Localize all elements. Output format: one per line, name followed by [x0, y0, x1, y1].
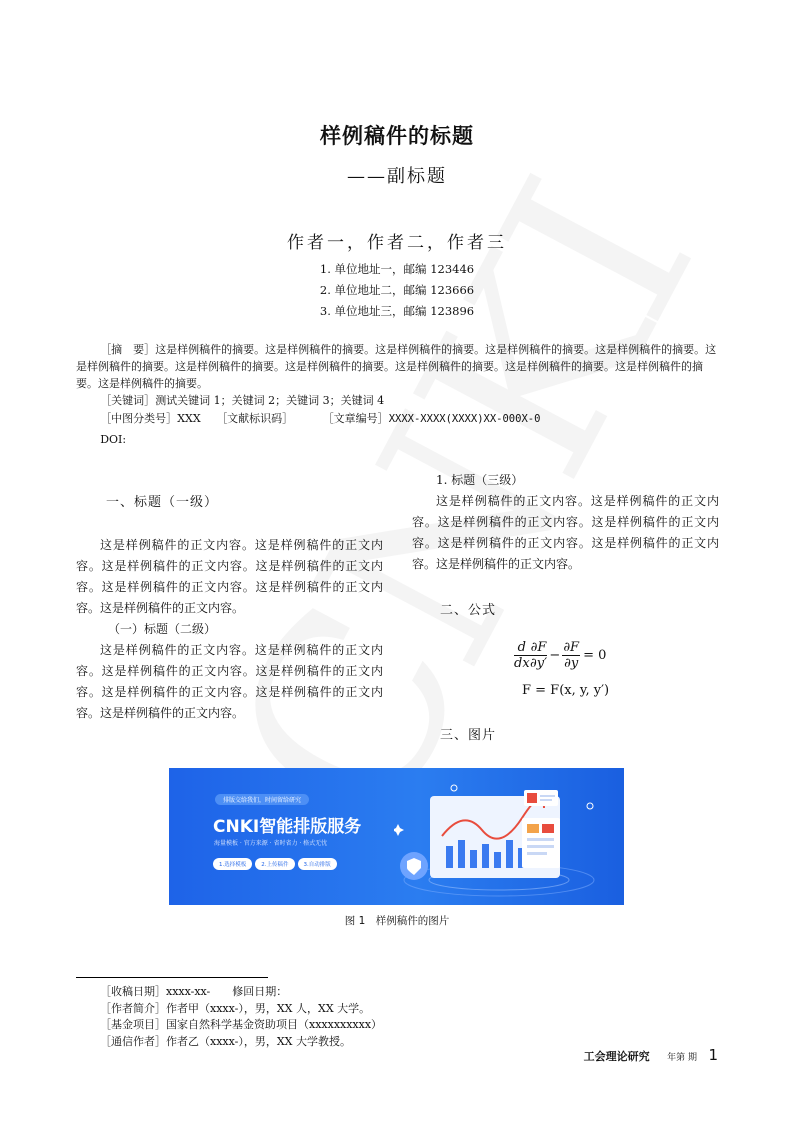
cnki-banner-image: [169, 768, 624, 905]
left-column: [76, 470, 383, 724]
affiliation-list: [0, 259, 794, 322]
heading-level3: 1. 标题（三级）: [436, 473, 524, 487]
journal-name: 工会理论研究: [583, 1050, 650, 1063]
footnote-item: [100, 1034, 382, 1051]
doi-line: DOI:: [100, 433, 127, 446]
banner-step: 2.上传稿件: [255, 858, 294, 870]
footnote-label: ［基金项目］: [100, 1018, 166, 1031]
running-footer: [584, 1046, 718, 1064]
affiliation-item: 2. 单位地址二，邮编 123666: [319, 283, 475, 297]
affiliation-item: 1. 单位地址一，邮编 123446: [319, 262, 475, 276]
denominator: dx: [514, 656, 530, 671]
footnote-divider: [76, 977, 268, 978]
denominator: ∂y: [564, 656, 579, 671]
footnote-label: ［通信作者］: [100, 1034, 166, 1048]
footnote-item: [100, 1001, 382, 1018]
abstract-paragraph: [76, 341, 718, 392]
abstract-block: [76, 341, 718, 448]
fraction-d-dx: [514, 640, 530, 671]
heading-level2: （一）标题（二级）: [108, 622, 217, 636]
heading-figure: 三、图片: [440, 728, 497, 743]
footnote-label: ［收稿日期］: [100, 985, 166, 998]
clc-value: XXX: [177, 412, 201, 425]
footnote-text: 作者甲（xxxx-），男，XX 人，XX 大学。: [166, 1001, 371, 1015]
banner-step: 3.自动排版: [298, 858, 337, 870]
banner-illustration: [394, 778, 619, 903]
article-number-value: XXXX-XXXX(XXXX)XX-000X-0: [388, 413, 541, 425]
footnote-text: xxxx-xx- 修回日期：: [166, 985, 288, 998]
body-paragraph: 这是样例稿件的正文内容。这是样例稿件的正文内容。这是样例稿件的正文内容。这是样例稿件的正文内容。这是样例稿件的正文内容。这是样例稿件的正文内容。这是样例稿件的正文内容。: [76, 538, 383, 615]
banner-step: 1.选择模板: [213, 858, 252, 870]
abstract-text: 这是样例稿件的摘要。这是样例稿件的摘要。这是样例稿件的摘要。这是样例稿件的摘要。这是样例稿件的摘要。这是样例稿件的摘要。这是样例稿件的摘要。这是样例稿件的摘要。这是样例稿件的摘要。这是样例稿件的摘要。这是样例稿件的摘要。这是样例稿件的摘要。: [76, 343, 717, 390]
numerator: ∂F: [530, 640, 547, 655]
author-list: 作者一，作者二，作者三: [287, 233, 507, 253]
numerator: ∂F: [563, 640, 580, 655]
body-paragraph: 这是样例稿件的正文内容。这是样例稿件的正文内容。这是样例稿件的正文内容。这是样例稿件的正文内容。这是样例稿件的正文内容。这是样例稿件的正文内容。这是样例稿件的正文内容。: [412, 494, 719, 571]
heading-formula: 二、公式: [440, 603, 497, 618]
classification-line: [76, 410, 718, 428]
body-paragraph: 这是样例稿件的正文内容。这是样例稿件的正文内容。这是样例稿件的正文内容。这是样例稿件的正文内容。这是样例稿件的正文内容。这是样例稿件的正文内容。这是样例稿件的正文内容。: [76, 643, 383, 720]
article-number-label: ［文章编号］: [322, 412, 389, 425]
issue-label: 年第 期: [667, 1053, 697, 1063]
numerator: d: [514, 640, 530, 656]
figure-caption: 图 1 样例稿件的图片: [344, 915, 450, 927]
footnote-text: 作者乙（xxxx-），男，XX 大学教授。: [166, 1034, 351, 1048]
banner-steps: [213, 858, 337, 870]
footnote-item: [100, 984, 382, 1001]
formula-equation-1: $\frac{d}{dx}$ $\frac{\partial F}{\partial y'}$ − $\frac{\partial F}{\partial y}$ = 0: [514, 640, 607, 671]
clc-label: ［中图分类号］: [100, 412, 178, 425]
banner-headline: CNKI智能排版服务: [213, 817, 362, 837]
fraction-dF-dy: [562, 640, 580, 671]
footnote-text: 国家自然科学基金资助项目（xxxxxxxxxx）: [166, 1018, 383, 1031]
affiliation-item: 3. 单位地址三，邮编 123896: [319, 304, 475, 318]
right-column: [412, 470, 719, 621]
equals-zero: = 0: [583, 648, 607, 663]
paper-title: 样例稿件的标题: [320, 124, 474, 148]
banner-pill: 排版交给我们，时间留给研究: [215, 794, 309, 805]
keywords-line: [76, 392, 718, 409]
banner-tagline: 海量模板 · 官方来源 · 省时省力 · 格式无忧: [214, 840, 328, 847]
abstract-label: ［摘 要］: [100, 343, 156, 356]
paper-subtitle: ——副标题: [347, 166, 447, 187]
footnote-label: ［作者简介］: [100, 1001, 166, 1015]
fraction-dF-dy-prime: [530, 640, 548, 671]
heading-level1: 一、标题（一级）: [106, 495, 219, 510]
formula-equation-2: F = F(x, y, y′): [522, 683, 610, 698]
doccode-label: ［文献标识码］: [216, 412, 294, 425]
footnote-item: [100, 1017, 382, 1034]
footnote-list: [100, 984, 382, 1050]
denominator: ∂y′: [530, 656, 548, 671]
keywords-text: 测试关键词 1；关键词 2；关键词 3；关键词 4: [155, 394, 385, 407]
page-number: 1: [708, 1046, 718, 1064]
keywords-label: ［关键词］: [100, 394, 156, 407]
